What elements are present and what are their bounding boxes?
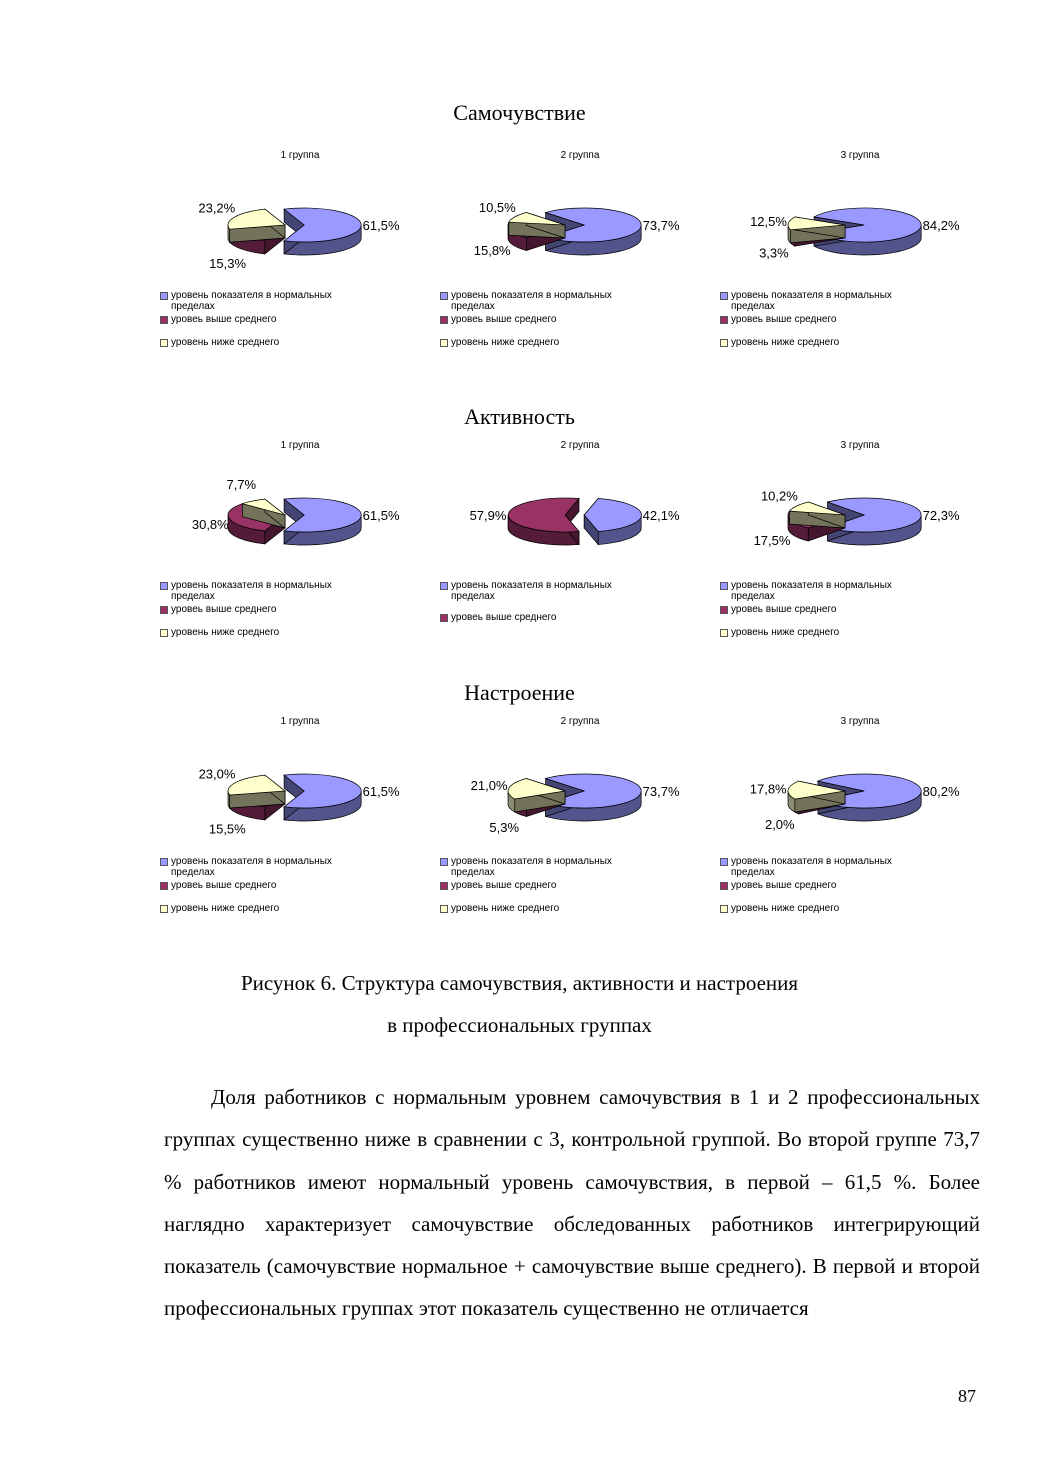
legend-swatch: [720, 629, 728, 637]
legend-swatch: [440, 339, 448, 347]
legend-swatch: [160, 905, 168, 913]
legend-swatch: [160, 882, 168, 890]
data-label-below: 23,0%: [198, 766, 236, 782]
pie-chart-2-3: [720, 440, 1000, 670]
legend-swatch: [440, 858, 448, 866]
legend-label: уровень показателя в нормальных пределах: [171, 856, 332, 878]
section-title-aktivnost: Активность: [464, 404, 575, 429]
data-label-below: 17,8%: [749, 781, 787, 797]
pie-chart-2-2: [440, 440, 720, 670]
pie-chart-2-1: [160, 440, 440, 670]
data-label-normal: 61,5%: [362, 508, 400, 523]
data-label-above: 15,5%: [208, 821, 246, 837]
legend-label: уровень ниже среднего: [451, 337, 560, 348]
figure-caption-line2: в профессиональных группах: [387, 1013, 652, 1037]
legend-swatch: [720, 339, 728, 347]
pie-slice-below: [228, 775, 285, 808]
legend-label: уровень ниже среднего: [171, 337, 280, 348]
data-label-normal: 80,2%: [922, 784, 960, 799]
data-label-normal: 42,1%: [642, 508, 680, 523]
data-label-below: 12,5%: [750, 214, 787, 230]
legend-label: уровеь выше среднего: [171, 314, 277, 325]
legend-swatch: [720, 606, 728, 614]
pie-chart-3-3: [720, 716, 1000, 946]
chart-title: 1 группа: [280, 440, 320, 451]
data-label-below: 21,0%: [470, 777, 508, 793]
data-label-normal: 61,5%: [362, 218, 400, 233]
chart-title: 2 группа: [560, 150, 600, 161]
legend-swatch: [440, 316, 448, 324]
legend-label: уровеь выше среднего: [451, 880, 557, 891]
legend-label: уровень ниже среднего: [731, 337, 840, 348]
figure-caption-line1: Рисунок 6. Структура самочувствия, активности и настроения: [240, 971, 799, 995]
data-label-above: 15,3%: [209, 255, 247, 271]
legend-label: уровень ниже среднего: [731, 903, 840, 914]
legend-label: уровень показателя в нормальных пределах: [451, 290, 612, 312]
legend-label: уровень ниже среднего: [451, 903, 560, 914]
legend-swatch: [440, 905, 448, 913]
legend-label: уровень показателя в нормальных пределах: [451, 580, 612, 602]
legend-label: уровень показателя в нормальных пределах: [731, 856, 892, 878]
chart-title: 2 группа: [560, 716, 600, 727]
legend-label: уровень показателя в нормальных пределах: [171, 580, 332, 602]
data-label-above: 57,9%: [469, 508, 507, 523]
data-label-below: 10,2%: [760, 488, 798, 504]
pie-chart-3-1: [160, 716, 440, 946]
body-paragraph: Доля работников с нормальным уровнем самочувствия в 1 и 2 профессиональных группах существенно ниже в сравнении с 3, контрольной группой. Во второй группе 73,7 % работников имеют нормальный уровень самочувствия, в первой – 61,5 %. Более наглядно характеризует самочувствие обследованных работников интегрирующий показатель (самочувствие нормальное + самочувствие выше среднего). В первой и второй профессиональных группах этот показатель существенно не отличается: [164, 1085, 980, 1321]
legend-swatch: [160, 606, 168, 614]
legend-label: уровеь выше среднего: [451, 612, 557, 623]
legend-label: уровень ниже среднего: [171, 903, 280, 914]
pie-slice-normal: [584, 499, 641, 545]
legend-label: уровеь выше среднего: [731, 314, 837, 325]
pie-svg: [440, 440, 720, 670]
data-label-above: 3,3%: [759, 245, 789, 261]
legend-swatch: [720, 292, 728, 300]
legend-swatch: [720, 905, 728, 913]
legend-label: уровеь выше среднего: [731, 880, 837, 891]
chart-title: 3 группа: [840, 716, 880, 727]
data-label-normal: 84,2%: [922, 218, 960, 233]
data-label-above: 5,3%: [489, 819, 520, 835]
data-label-above: 2,0%: [764, 816, 795, 832]
data-label-below: 23,2%: [198, 200, 236, 216]
chart-title: 3 группа: [840, 440, 880, 451]
legend-swatch: [160, 858, 168, 866]
data-label-above: 15,8%: [473, 243, 511, 259]
section-title-nastroenie: Настроение: [464, 680, 575, 705]
legend-label: уровеь выше среднего: [171, 880, 277, 891]
pie-chart-3-2: [440, 716, 720, 946]
data-label-below: 10,5%: [478, 200, 516, 216]
legend-swatch: [720, 582, 728, 590]
legend-label: уровень ниже среднего: [731, 627, 840, 638]
data-label-below: 7,7%: [226, 477, 257, 493]
legend-label: уровеь выше среднего: [451, 314, 557, 325]
legend-label: уровень показателя в нормальных пределах: [171, 290, 332, 312]
legend-label: уровеь выше среднего: [171, 604, 277, 615]
legend-label: уровень показателя в нормальных пределах: [731, 580, 892, 602]
data-label-normal: 73,7%: [642, 784, 680, 799]
chart-title: 1 группа: [280, 716, 320, 727]
chart-title: 1 группа: [280, 150, 320, 161]
pie-slice-normal: [284, 774, 361, 821]
data-label-above: 30,8%: [191, 517, 229, 532]
chart-title: 3 группа: [840, 150, 880, 161]
legend-label: уровень показателя в нормальных пределах: [451, 856, 612, 878]
pie-slice-normal: [284, 498, 361, 545]
legend-swatch: [160, 582, 168, 590]
legend-label: уровень показателя в нормальных пределах: [731, 290, 892, 312]
legend-swatch: [440, 582, 448, 590]
legend-swatch: [720, 858, 728, 866]
legend-swatch: [160, 316, 168, 324]
data-label-normal: 72,3%: [922, 508, 960, 523]
pie-chart-1-1: [160, 150, 440, 380]
pie-slice-below: [228, 209, 285, 242]
data-label-normal: 73,7%: [642, 218, 680, 233]
legend-swatch: [160, 629, 168, 637]
legend-label: уровень ниже среднего: [171, 627, 280, 638]
pie-slice-normal: [284, 208, 361, 255]
page-number: 87: [958, 1386, 976, 1406]
legend-swatch: [440, 882, 448, 890]
section-title-samochuvstvie: Самочувствие: [453, 100, 586, 125]
legend-swatch: [720, 316, 728, 324]
legend-swatch: [440, 614, 448, 622]
data-label-above: 17,5%: [753, 532, 791, 548]
legend-swatch: [160, 292, 168, 300]
data-label-normal: 61,5%: [362, 784, 400, 799]
pie-chart-1-3: [720, 150, 1000, 380]
pie-slice-above: [508, 498, 579, 545]
legend-swatch: [720, 882, 728, 890]
legend-label: уровеь выше среднего: [731, 604, 837, 615]
pie-chart-1-2: [440, 150, 720, 380]
legend-swatch: [160, 339, 168, 347]
legend-swatch: [440, 292, 448, 300]
chart-title: 2 группа: [560, 440, 600, 451]
